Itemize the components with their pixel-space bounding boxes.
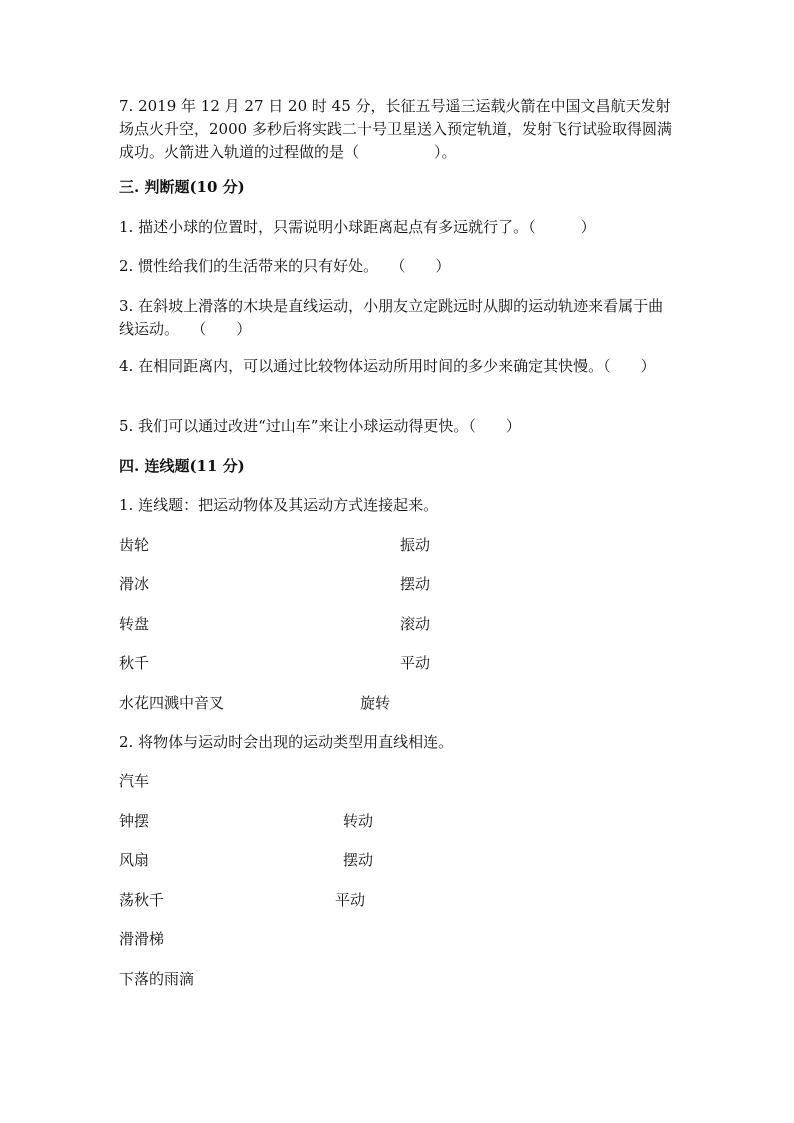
match-1-prompt: 1. 连线题：把运动物体及其运动方式连接起来。 <box>119 496 439 514</box>
match-1-left-item: 转盘 <box>119 615 150 633</box>
match-2-left-item: 滑滑梯 <box>119 930 165 948</box>
match-1-right-item: 摆动 <box>400 575 431 593</box>
match-2-left-item: 钟摆 <box>119 812 150 830</box>
question-7: 7. 2019 年 12 月 27 日 20 时 45 分，长征五号遥三运载火箭在中国文昌航天发射场点火升空，2000 多秒后将实践二十号卫星送入预定轨道，发射飞行试验取得圆满成功。火箭进入轨道的过程做的是（ ）。 <box>119 97 672 161</box>
judge-item-1: 1. 描述小球的位置时，只需说明小球距离起点有多远就行了。（ ） <box>119 218 596 236</box>
match-1-left-item: 齿轮 <box>119 536 150 554</box>
section-4-title: 四. 连线题(11 分) <box>119 457 245 475</box>
match-1-right-item: 平动 <box>400 654 431 672</box>
match-2-right-item: 摆动 <box>343 851 374 869</box>
match-2-prompt: 2. 将物体与运动时会出现的运动类型用直线相连。 <box>119 733 454 751</box>
match-2-left-item: 下落的雨滴 <box>119 970 195 988</box>
match-2-left-item: 风扇 <box>119 851 150 869</box>
match-2-right-item: 平动 <box>335 891 366 909</box>
match-2-left-item: 荡秋千 <box>119 891 165 909</box>
section-3-title: 三. 判断题(10 分) <box>119 178 245 196</box>
match-1-left-item: 滑冰 <box>119 575 150 593</box>
match-1-right-item: 旋转 <box>360 694 391 712</box>
match-2-right-item: 转动 <box>343 812 374 830</box>
match-2-left-item: 汽车 <box>119 772 150 790</box>
judge-item-3: 3. 在斜坡上滑落的木块是直线运动，小朋友立定跳远时从脚的运动轨迹来看属于曲线运动。 （ ） <box>119 297 664 338</box>
judge-item-2: 2. 惯性给我们的生活带来的只有好处。 （ ） <box>119 257 451 275</box>
match-1-left-item: 水花四溅中音叉 <box>119 694 225 712</box>
judge-item-4: 4. 在相同距离内，可以通过比较物体运动所用时间的多少来确定其快慢。（ ） <box>119 357 656 375</box>
match-1-right-item: 滚动 <box>400 615 431 633</box>
match-1-left-item: 秋千 <box>119 654 150 672</box>
match-1-right-item: 振动 <box>400 536 431 554</box>
judge-item-5: 5. 我们可以通过改进“过山车”来让小球运动得更快。（ ） <box>119 417 521 435</box>
